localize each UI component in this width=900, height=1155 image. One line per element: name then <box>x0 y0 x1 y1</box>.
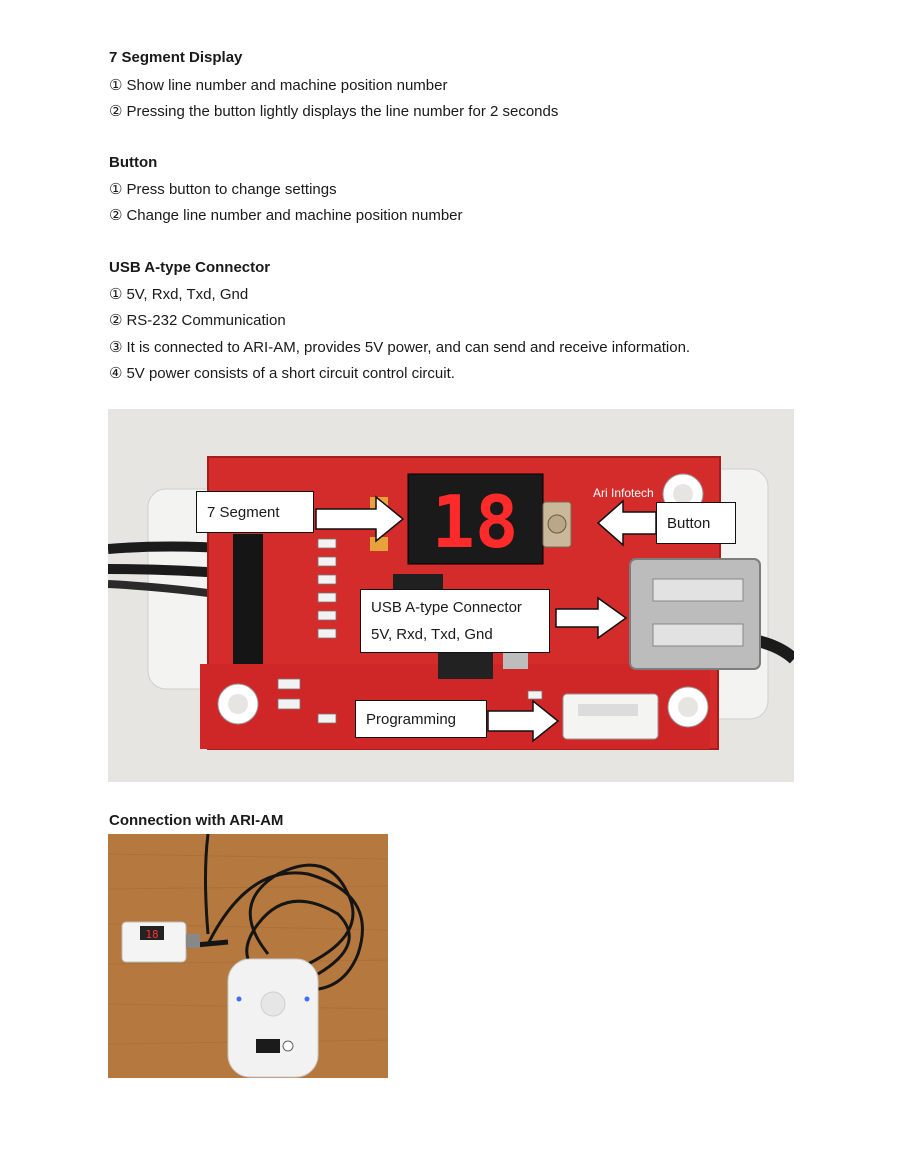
item-number: ② <box>109 103 123 120</box>
seven-segment-digits: 18 <box>431 480 519 564</box>
item-text: It is connected to ARI-AM, provides 5V power, and can send and receive information. <box>126 339 691 356</box>
callout-label: 5V, Rxd, Txd, Gnd <box>371 626 493 643</box>
usb-a-connector <box>630 559 760 669</box>
ari-am-photo <box>108 834 388 1078</box>
callout-label: Button <box>667 514 711 532</box>
list-item <box>109 338 690 356</box>
list-item <box>109 76 447 94</box>
item-text: Change line number and machine position number <box>126 207 463 224</box>
item-number: ① <box>109 77 123 94</box>
section-title-usb: USB A-type Connector <box>109 259 271 276</box>
callout-button <box>656 502 736 544</box>
callout-label: Programming <box>366 710 457 728</box>
item-text: Show line number and machine position number <box>126 77 448 94</box>
item-text: 5V, Rxd, Txd, Gnd <box>126 286 249 303</box>
list-item <box>109 364 455 382</box>
list-item <box>109 102 558 120</box>
svg-text:18: 18 <box>145 928 159 941</box>
item-number: ② <box>109 312 123 329</box>
section-title-button: Button <box>109 154 158 171</box>
ari-am-device <box>228 959 318 1077</box>
section-title-connection: Connection with ARI-AM <box>109 812 284 829</box>
list-item <box>109 206 463 224</box>
item-text: Press button to change settings <box>126 181 337 198</box>
board-brand-text: Ari Infotech <box>593 486 654 500</box>
list-item <box>109 285 248 303</box>
item-number: ② <box>109 207 123 224</box>
ari-am-illustration <box>108 834 388 1078</box>
pcb-photo <box>108 409 794 782</box>
callout-programming <box>355 700 487 738</box>
callout-label: USB A-type Connector <box>371 599 522 616</box>
list-item <box>109 180 337 198</box>
item-text: Pressing the button lightly displays the line number for 2 seconds <box>126 103 559 120</box>
item-number: ① <box>109 286 123 303</box>
item-number: ③ <box>109 339 123 356</box>
callout-usb-connector <box>360 589 550 653</box>
item-number: ④ <box>109 365 123 382</box>
item-text: RS-232 Communication <box>126 312 286 329</box>
item-text: 5V power consists of a short circuit control circuit. <box>126 365 455 382</box>
callout-7-segment <box>196 491 314 533</box>
section-title-7-segment: 7 Segment Display <box>109 49 243 66</box>
callout-label: 7 Segment <box>207 503 280 521</box>
list-item <box>109 311 286 329</box>
item-number: ① <box>109 181 123 198</box>
programming-header <box>563 694 658 739</box>
